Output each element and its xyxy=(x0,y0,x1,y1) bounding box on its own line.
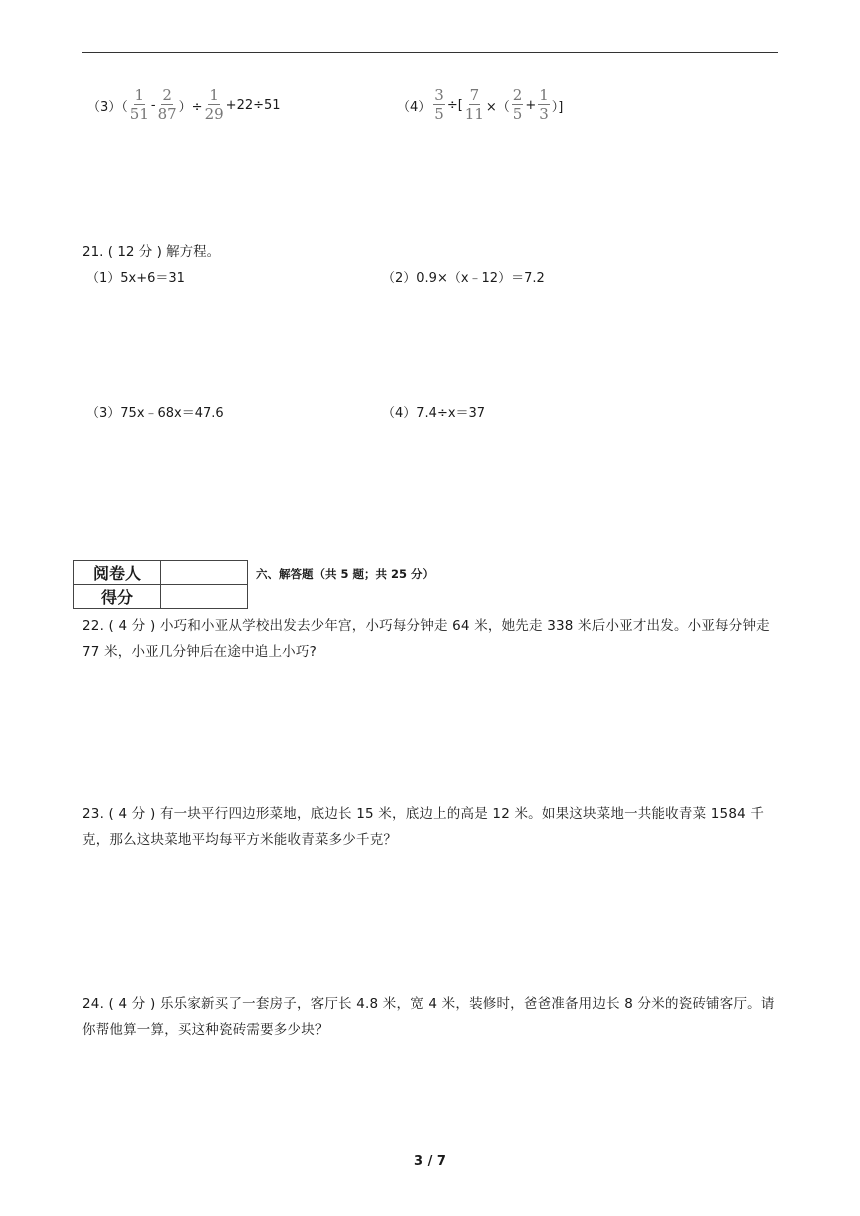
fraction: $\frac{7}{11}$ xyxy=(464,86,484,123)
fraction: $\frac{3}{5}$ xyxy=(434,86,444,123)
q21-part2: （2）0.9×（x﹣12）＝7.2 xyxy=(382,271,545,286)
reviewer-label: 阅卷人 xyxy=(74,561,161,585)
reviewer-cell xyxy=(161,561,248,585)
q21-part3: （3）75x﹣68x＝47.6 xyxy=(86,406,224,421)
q22-text: 22. ( 4 分 ) 小巧和小亚从学校出发去少年宫，小巧每分钟走 64 米，她先走 338 米后小亚才出发。小亚每分钟走 77 米，小亚几分钟后在途中追上小巧? xyxy=(82,618,770,660)
q21-part1: （1）5x+6＝31 xyxy=(86,271,185,286)
q21-part4: （4）7.4÷x＝37 xyxy=(382,406,486,421)
grader-table xyxy=(73,560,248,609)
q23-text: 23. ( 4 分 ) 有一块平行四边形菜地，底边长 15 米，底边上的高是 12 米。如果这块菜地一共能收青菜 1584 千克，那么这块菜地平均每平方米能收青菜多少千克？ xyxy=(82,806,765,848)
score-cell xyxy=(161,585,248,609)
q21-title: 21. ( 12 分 ) 解方程。 xyxy=(82,244,221,260)
score-label: 得分 xyxy=(74,585,161,609)
fraction: $\frac{1}{29}$ xyxy=(204,86,224,123)
section-title: 六、解答题（共 5 题；共 25 分） xyxy=(256,567,435,581)
page-number: 3 / 7 xyxy=(414,1154,446,1169)
header-rule xyxy=(82,52,778,53)
fraction: $\frac{2}{5}$ xyxy=(512,86,523,123)
fraction: $\frac{1}{51}$ xyxy=(129,86,149,123)
fraction: $\frac{1}{3}$ xyxy=(539,86,549,123)
q24-text: 24. ( 4 分 ) 乐乐家新买了一套房子，客厅长 4.8 米，宽 4 米，装修时，爸爸准备用边长 8 分米的瓷砖铺客厅。请你帮他算一算，买这种瓷砖需要多少块？ xyxy=(82,996,775,1038)
q20-part3: （3）（ $\frac{1}{51}$ - $\frac{2}{87}$ ）÷ $\frac{1}{29}$ +22÷51 xyxy=(87,86,281,123)
fraction: $\frac{2}{87}$ xyxy=(157,86,177,123)
q20-part4: （4） $\frac{3}{5}$ ÷[ $\frac{7}{11}$ ×（ $\frac{2}{5}$ + $\frac{1}{3}$ ）] xyxy=(397,86,564,123)
